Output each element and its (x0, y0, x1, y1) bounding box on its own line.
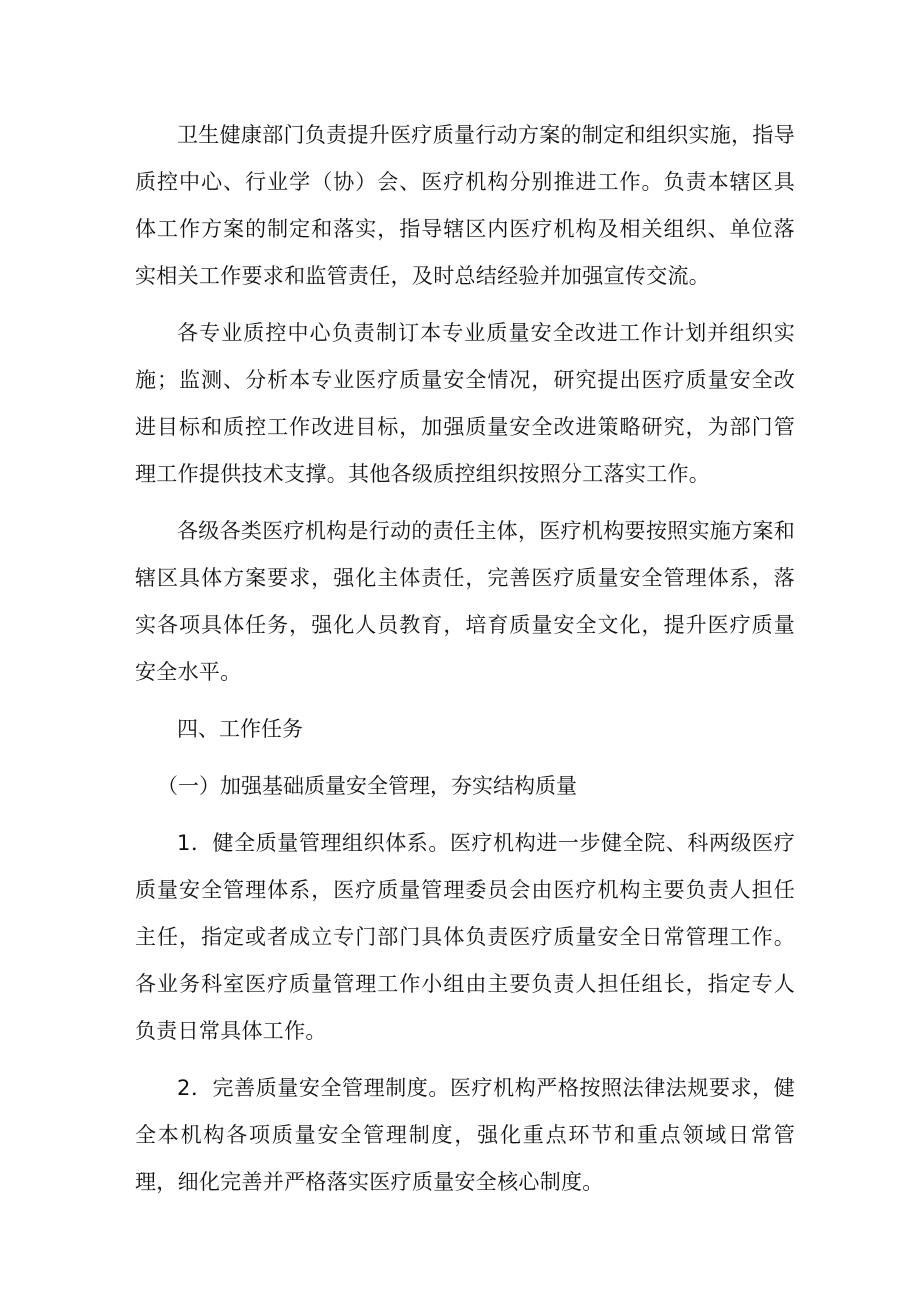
paragraph-spacer (135, 1055, 795, 1065)
list-item-organization-system: 1．健全质量管理组织体系。医疗机构进一步健全院、科两级医疗质量安全管理体系，医疗质量管理委员会由医疗机构主要负责人担任主任，指定或者成立专门部门具体负责医疗质量安全日常管理工作。各业务科室医疗质量管理工作小组由主要负责人担任组长，指定专人负责日常具体工作。 (135, 831, 795, 1043)
paragraph-spacer (135, 498, 795, 508)
paragraph-medical-institutions: 各级各类医疗机构是行动的责任主体，医疗机构要按照实施方案和辖区具体方案要求，强化主体责任，完善医疗质量安全管理体系，落实各项具体任务，强化人员教育，培育质量安全文化，提升医疗质量安全水平。 (135, 519, 795, 684)
section-heading: 四、工作任务 (177, 717, 303, 741)
paragraph-spacer (135, 753, 795, 763)
paragraph-health-department: 卫生健康部门负责提升医疗质量行动方案的制定和组织实施，指导质控中心、行业学（协）会、医疗机构分别推进工作。负责本辖区具体工作方案的制定和落实，指导辖区内医疗机构及相关组织、单位落实相关工作要求和监管责任，及时总结经验并加强宣传交流。 (135, 123, 795, 288)
paragraph-spacer (135, 810, 795, 820)
paragraph-quality-control-centers: 各专业质控中心负责制订本专业质量安全改进工作计划并组织实施；监测、分析本专业医疗质量安全情况，研究提出医疗质量安全改进目标和质控工作改进目标，加强质量安全改进策略研究，为部门管理工作提供技术支撑。其他各级质控组织按照分工落实工作。 (135, 321, 795, 486)
paragraph-spacer (135, 300, 795, 310)
paragraph-spacer (135, 696, 795, 706)
document-body (135, 112, 795, 1206)
list-item-management-rules: 2．完善质量安全管理制度。医疗机构严格按照法律法规要求，健全本机构各项质量安全管理制度，强化重点环节和重点领域日常管理，细化完善并严格落实医疗质量安全核心制度。 (135, 1076, 795, 1194)
subsection-heading: （一）加强基础质量安全管理，夯实结构质量 (157, 774, 577, 798)
